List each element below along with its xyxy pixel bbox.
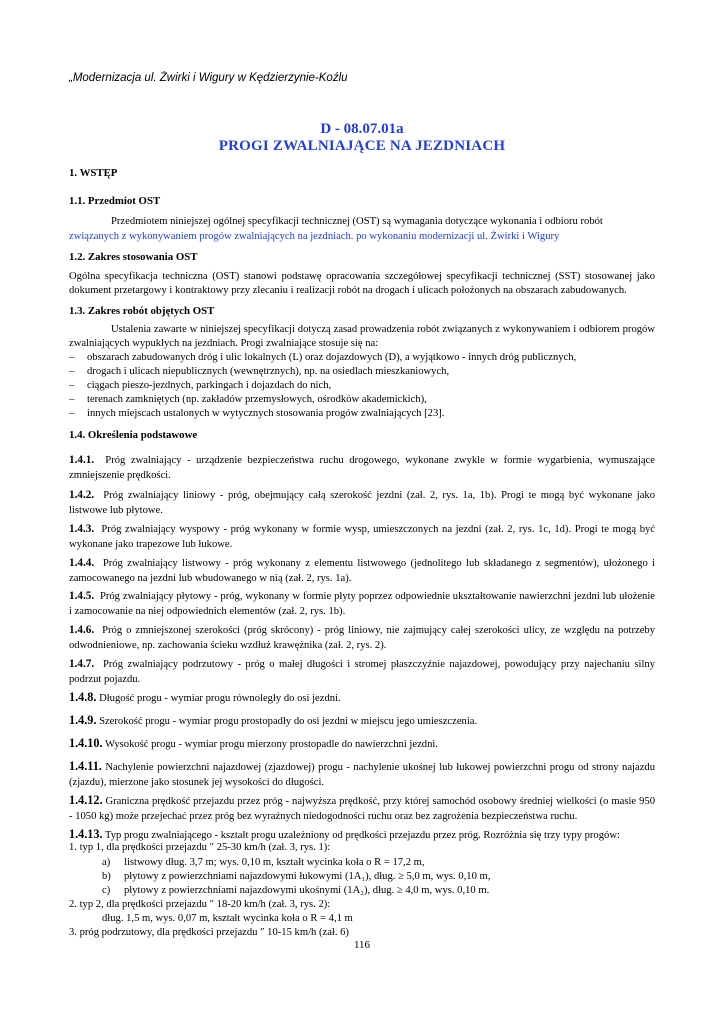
type-1-heading: 1. typ 1, dla prędkości przejazdu ″ 25-30 km/h (zał. 3, rys. 1): — [69, 842, 331, 853]
paragraph-1-1-line1: Przedmiotem niniejszej ogólnej specyfikacji technicznej (OST) są wymagania dotyczące wykonania i odbioru robót — [111, 216, 603, 227]
definition-1-4-10: 1.4.10. Wysokość progu - wymiar progu mierzony prostopadle do nawierzchni jezdni. — [69, 736, 438, 750]
definition-1-4-7: 1.4.7. Próg zwalniający podrzutowy - próg o małej długości i stromej płaszczyźnie najazdowej, powodujący przy najechaniu silny podrzut pojazdu. — [69, 658, 656, 685]
type-3-heading: 3. próg podrzutowy, dla prędkości przejazdu ″ 10-15 km/h (zał. 6) — [69, 927, 349, 938]
section-heading-1-3: 1.3. Zakres robót objętych OST — [69, 305, 215, 317]
list-item: – innych miejscach ustalonych w wytycznych stosowania progów zwalniających [23]. — [69, 408, 445, 419]
spec-code: D - 08.07.01a — [320, 121, 404, 137]
list-item: – drogach i ulicach niepublicznych (wewnętrznych), np. na osiedlach mieszkaniowych, — [69, 366, 450, 377]
definition-1-4-4: 1.4.4. Próg zwalniający listwowy - próg wykonany z elementu listwowego (jednolitego lub składanego z segmentów), ułożonego i zamocowanego na jezdni lub wbudowanego w nią (zał. 2, rys. 1a). — [69, 557, 656, 584]
definition-1-4-2: 1.4.2. Próg zwalniający liniowy - próg, obejmujący całą szerokość jezdni (zał. 2, rys. 1a, 1b). Progi te mogą być wykonane jako listwowe lub płytowe. — [69, 489, 656, 516]
list-item: a) listwowy dług. 3,7 m; wys. 0,10 m, kształt wycinka koła o R = 17,2 m, — [102, 857, 425, 868]
paragraph-1-1-line2: związanych z wykonywaniem progów zwalniających na jezdniach. po wykonaniu modernizacji ul. Żwirki i Wigury — [69, 231, 560, 242]
definition-1-4-13: 1.4.13. Typ progu zwalniającego - kształt progu uzależniony od prędkości przejazdu przez próg. Rozróżnia się trzy typy progów: — [69, 827, 620, 841]
list-item: – terenach zamkniętych (np. zakładów przemysłowych, ośrodków akademickich), — [69, 394, 427, 405]
definition-1-4-11: 1.4.11. Nachylenie powierzchni najazdowej (zjazdowej) progu - nachylenie ukośnej lub łukowej powierzchni progu od strony najazdu (zjazdu), mierzone jako stosunek jej wysokości do długości. — [69, 759, 655, 788]
document-header: „Modernizacja ul. Żwirki i Wigury w Kędzierzynie-Koźlu — [69, 72, 348, 84]
list-item: – ciągach pieszo-jezdnych, parkingach i dojazdach do nich, — [69, 380, 332, 391]
list-item: – obszarach zabudowanych dróg i ulic lokalnych (L) oraz dojazdowych (D), a wyjątkowo - innych dróg publicznych, — [69, 352, 577, 363]
section-heading-1-2: 1.2. Zakres stosowania OST — [69, 251, 198, 263]
definition-1-4-5: 1.4.5. Próg zwalniający płytowy - próg, wykonany w formie płyty poprzez odpowiednie ukształtowanie nawierzchni jezdni lub ułożenie i zamocowanie na niej odpowiednich elementów (zał. 2, rys. 1b). — [69, 590, 655, 617]
definition-1-4-3: 1.4.3. Próg zwalniający wyspowy - próg wykonany w formie wysp, umieszczonych na jezdni (zał. 2, rys. 1c, 1d). Progi te mogą być wykonane jako trapezowe lub łukowe. — [69, 523, 655, 550]
definition-1-4-12: 1.4.12. Graniczna prędkość przejazdu przez próg - najwyższa prędkość, przy której samochód osobowy średniej wielkości (o masie 950 - 1050 kg) może przejechać przez próg bez wyraźnych niedogodności ruchu oraz bez zagrożenia bezpieczeństwa ruchu. — [69, 793, 655, 822]
list-item: c) płytowy z powierzchniami najazdowymi ukośnymi (1A₂), dług. ≥ 4,0 m, wys. 0,10 m. — [102, 885, 490, 896]
section-heading-1: 1. WSTĘP — [69, 167, 118, 179]
section-heading-1-1: 1.1. Przedmiot OST — [69, 195, 161, 207]
list-item: b) płytowy z powierzchniami najazdowymi łukowymi (1A₁), dług. ≥ 5,0 m, wys. 0,10 m, — [102, 871, 491, 882]
paragraph-1-3: Ustalenia zawarte w niniejszej specyfikacji dotyczą zasad prowadzenia robót związanych z wykonywaniem i odbiorem progów zwalniających wypukłych na jezdniach. Progi zwalniające stosuje się na: — [69, 324, 655, 349]
type-2-item: dług. 1,5 m, wys. 0,07 m, kształt wycinka koła o R = 4,1 m — [102, 913, 353, 924]
definition-1-4-6: 1.4.6. Próg o zmniejszonej szerokości (próg skrócony) - próg liniowy, nie zajmujący całej szerokości ulicy, ze względu na potrzeby odwodnieniowe, np. zachowania ścieku wzdłuż krawężnika (zał. 2, rys. 2). — [69, 624, 656, 651]
section-heading-1-4: 1.4. Określenia podstawowe — [69, 429, 198, 441]
definition-1-4-1: 1.4.1. Próg zwalniający - urządzenie bezpieczeństwa ruchu drogowego, wykonane zwykle w formie wygarbienia, wymuszające zmniejszenie prędkości. — [69, 454, 655, 481]
page-number: 116 — [353, 939, 371, 951]
definition-1-4-9: 1.4.9. Szerokość progu - wymiar progu prostopadły do osi jezdni w miejscu jego umieszczenia. — [69, 713, 478, 727]
spec-title: PROGI ZWALNIAJĄCE NA JEZDNIACH — [218, 138, 506, 154]
definition-1-4-8: 1.4.8. Długość progu - wymiar progu równoległy do osi jezdni. — [69, 690, 341, 704]
paragraph-1-2: Ogólna specyfikacja techniczna (OST) stanowi podstawę opracowania szczegółowej specyfikacji technicznej (SST) stosowanej jako dokument przetargowy i kontraktowy przy zlecaniu i realizacji robót na drogach i ulicach położonych na obszarach zabudowanych. — [69, 271, 655, 296]
type-2-heading: 2. typ 2, dla prędkości przejazdu ″ 18-20 km/h (zał. 3, rys. 2): — [69, 899, 331, 910]
